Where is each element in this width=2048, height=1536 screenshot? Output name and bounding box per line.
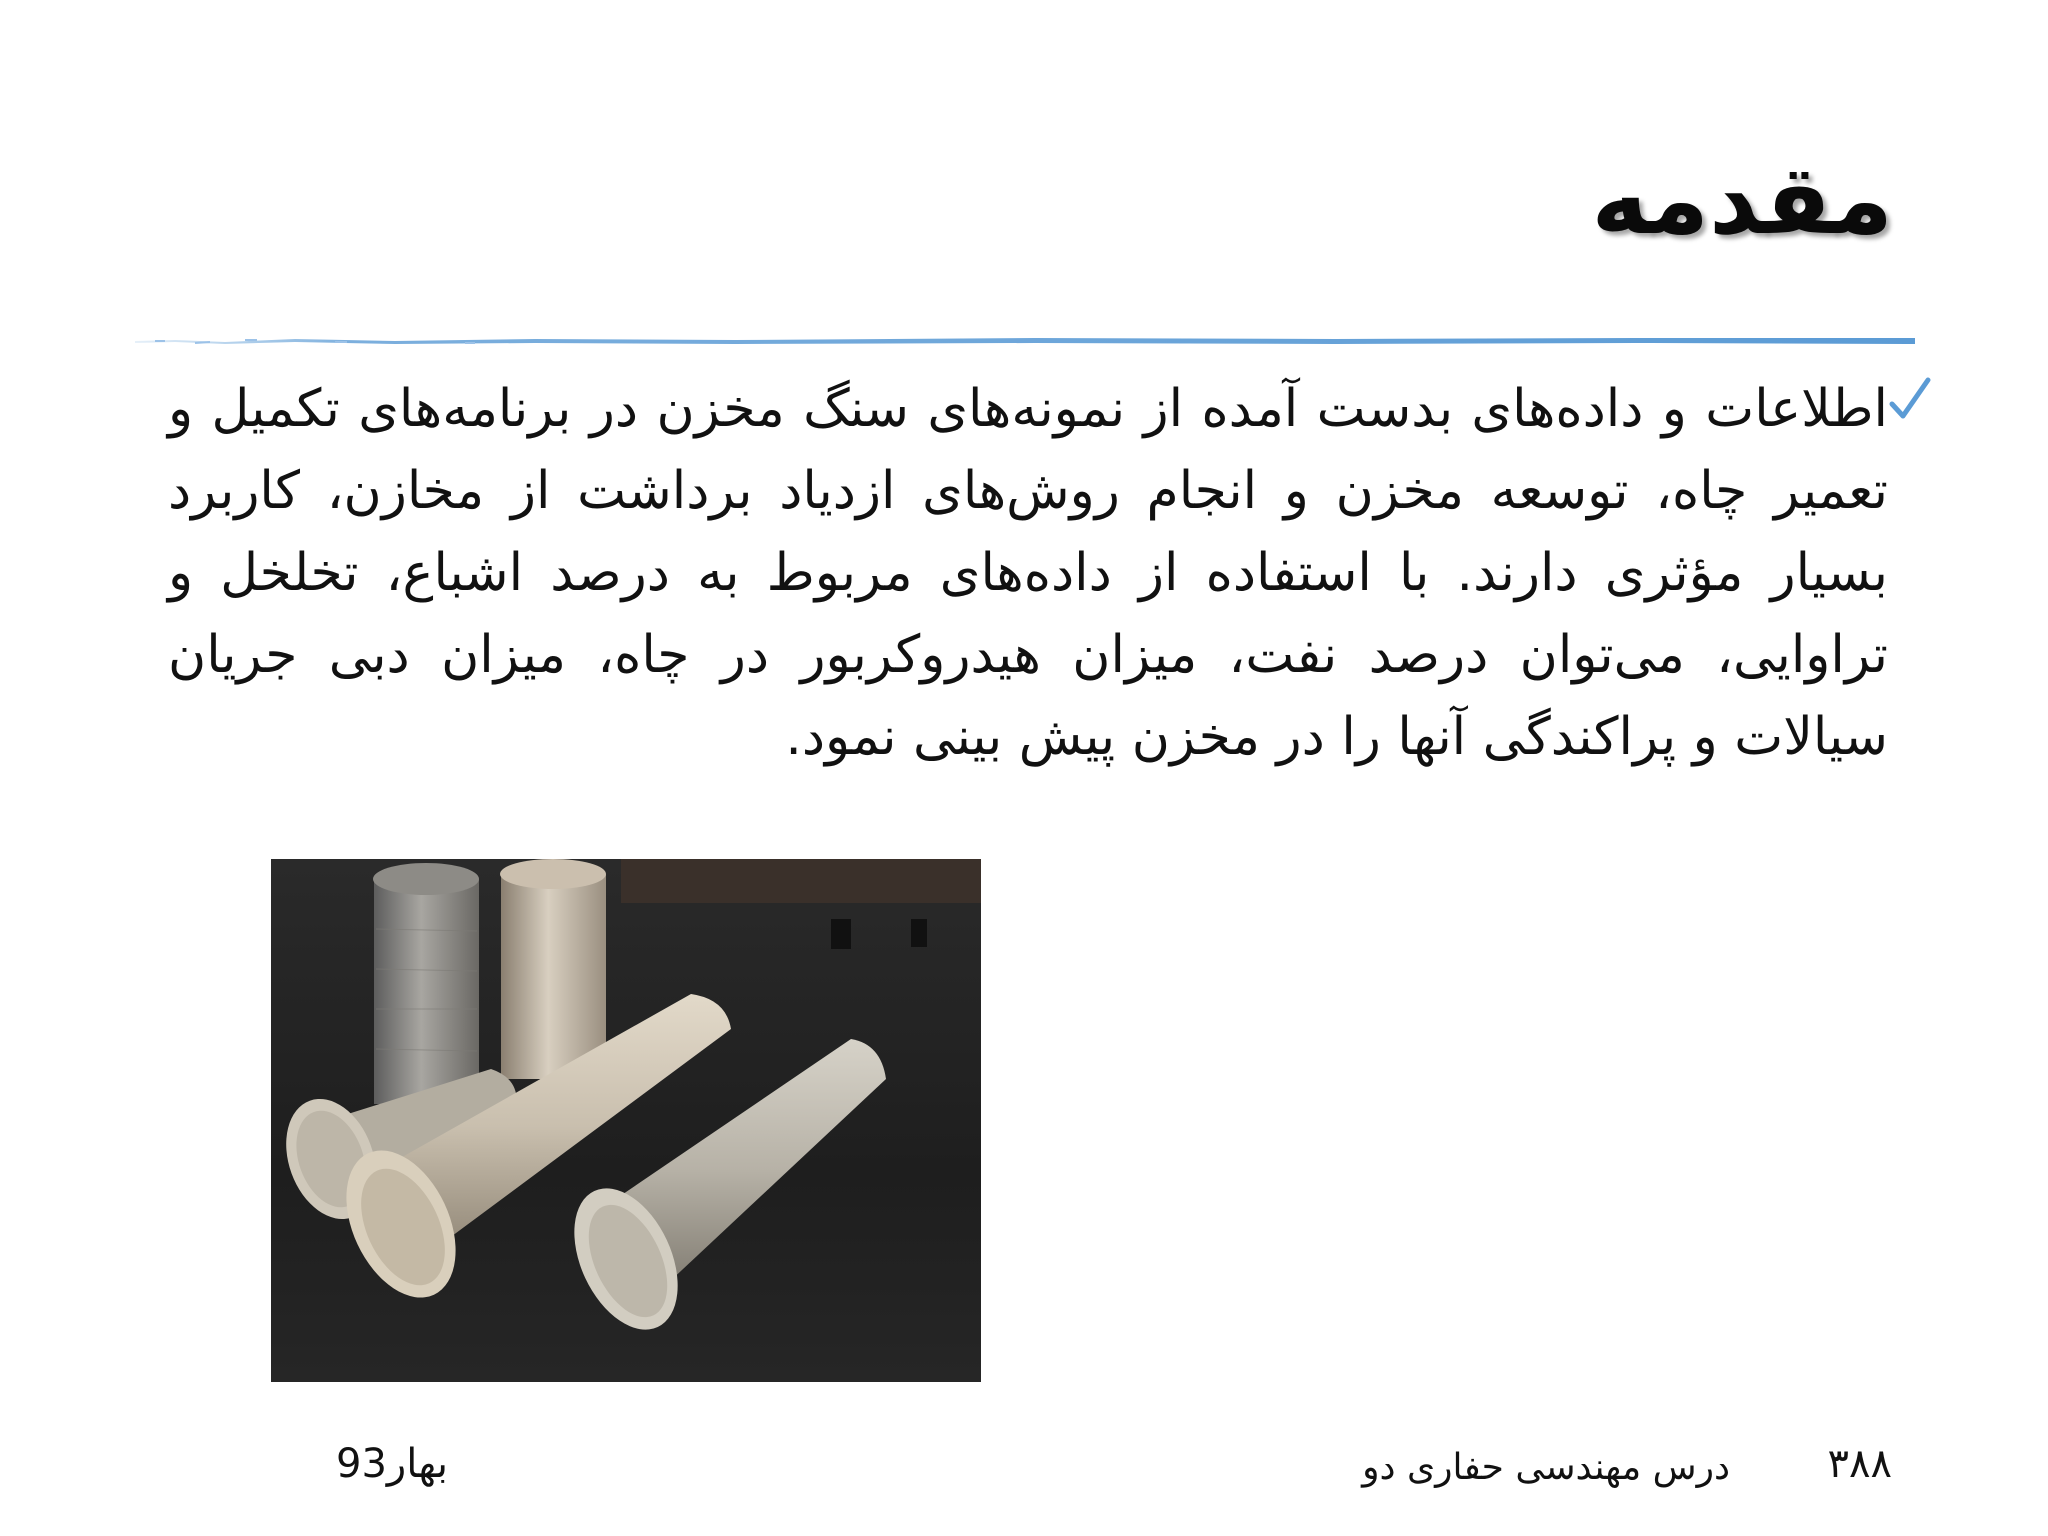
rock-core-samples-photo	[271, 859, 981, 1382]
slide-title: مقدمه	[1591, 144, 1893, 256]
footer-course-name: درس مهندسی حفاری دو	[1362, 1447, 1730, 1488]
footer-term: بهار93	[336, 1441, 448, 1487]
bullet-text: اطلاعات و داده‌های بدست آمده از نمونه‌های سنگ مخزن در برنامه‌های تکمیل و تعمیر چاه، توسعه مخزن و انجام روش‌های ازدیاد برداشت از مخازن، کاربرد بسیار مؤثری دارند. با استفاده از داده‌های مربوط به درصد اشباع، تخلخل و تراوایی، می‌توان درصد نفت، میزان هیدروکربور در چاه، میزان دبی جریان سیالات و پراکندگی آنها را در مخزن پیش بینی نمود.	[168, 379, 1888, 767]
title-divider	[135, 330, 1915, 352]
footer-page-number: ۳۸۸	[1827, 1441, 1892, 1487]
checkmark-icon	[1888, 374, 1932, 424]
bullet-paragraph	[168, 368, 1888, 778]
